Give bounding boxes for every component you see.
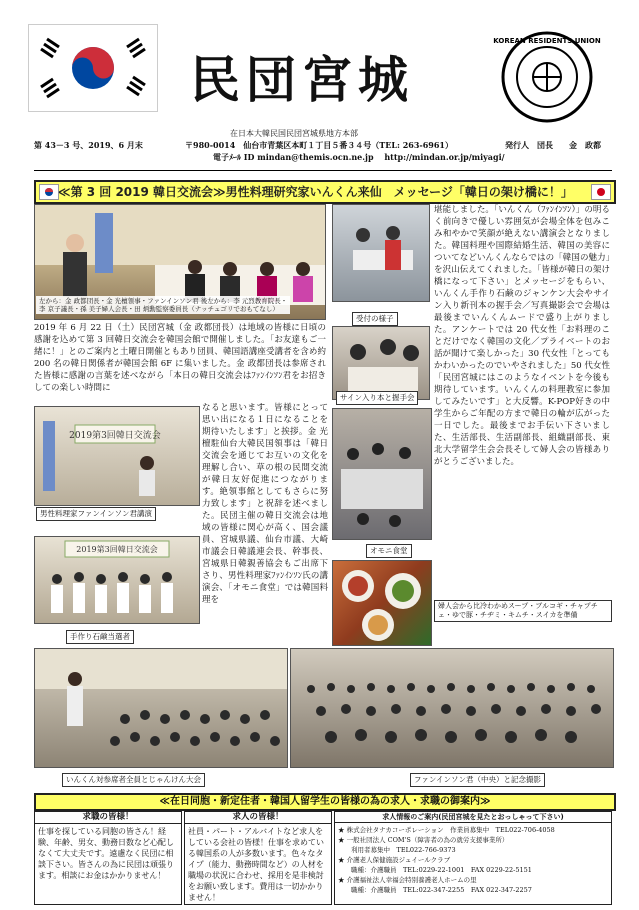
photo-caption-signing: サイン入り本と握手会 <box>336 391 418 405</box>
emblem-lettering: KOREAN RESIDENTS UNION <box>493 37 601 45</box>
photo-signing <box>332 326 430 400</box>
photo-janken <box>34 648 288 768</box>
korean-mini-flag-icon <box>39 184 59 200</box>
issuer: 発行人 団長 金 政都 <box>505 140 601 150</box>
jobs-banner: ≪在日同胞・新定住者・韓国人留学生の皆様の為の求人・求職の御案内≫ <box>34 793 616 811</box>
job-seekers-title: 求職の皆様！ <box>35 812 181 824</box>
mindan-emblem <box>493 30 601 124</box>
photo-caption-janken: いんくん対参席者全員とじゃんけん大会 <box>62 773 205 787</box>
headline-text: ≪第 3 回 2019 韓日交流会≫男性料理研究家いんくん来仙 メッセージ「韓日の架け橋に！」 <box>58 185 573 199</box>
publisher-line: 在日本大韓民国民団宮城県地方本部 <box>230 129 358 138</box>
photo-caption-guests: 左から：金 政都団長・金 光檀領事・ファンインソン君 後左から：李 元烈教育院長・ 李 京子議長・孫 美子婦人会長・田 炳勳監察委員長（ナッチュゴリでおもてなし） <box>36 296 290 314</box>
job-seekers-body: 仕事を探している同胞の皆さん！経験、年齢、男女、動務日数など心配しなくて大丈夫です。遠慮なく民団に相談下さい。皆さんの為に民団は頑張ります。相談にお金はかかりません！ <box>38 827 174 880</box>
masthead-divider <box>34 170 612 171</box>
article-paragraph-1: 2019 年 6 月 22 日（土）民団宮城（金 政都団長）は地域の皆様に日頃の感謝を込めて第 3 回韓日交流会を韓国会館で開催しました。「お友達もご一緒に！」とのご案内と土曜日開催ともあり団員、韓国語講座受講者を含め約 200 名の韓日関係者が韓国会館 6F に集いました。金 政都団長は参席された皆様に感謝の言葉を述べながら「本日の韓日交流会はﾌｧﾝｲﾝｿﾝ君をお招きしての楽しい時間に <box>34 323 326 393</box>
employers-box <box>184 811 332 905</box>
korean-flag <box>28 24 158 112</box>
photo-caption-omoni: オモニ食堂 <box>366 544 412 558</box>
contact-line: 電子ﾒｰﾙ ID mindan@themis.ocn.ne.jp http://mindan.or.jp/miyagi/ <box>213 152 505 162</box>
photo-caption-group: ファンインソン君（中央）と記念撮影 <box>410 773 545 787</box>
photo-group <box>290 648 614 768</box>
job-listings-title: 求人情報のご案内(民団宮城を見たとおっしゃって下さい) <box>335 812 611 823</box>
employers-title: 求人の皆様！ <box>185 812 331 824</box>
photo-lecture <box>34 406 200 506</box>
job-listing-line: 職種：介護職員 TEL:022-347-2255 FAX 022-347-2257 <box>338 886 532 894</box>
job-listing-line: 職種：介護職員 TEL:0229-22-1001 FAX 0229-22-5151 <box>338 866 532 874</box>
stage-sign-2: 2019第3回韓日交流会 <box>76 545 158 554</box>
employers-body: 社員・パート・アルバイトなど求人をしている会社の皆様！仕事を求めている韓国系の人が多数います。色々なタイプ（能力、動務時間など）の人材を職場の状況に合わせ、採用を是非検討をお願い致します。費用は一切かかりません！ <box>188 827 324 902</box>
photo-caption-lecture: 男性料理家ファンインソン君講演 <box>36 507 156 521</box>
photo-omoni-dining <box>332 408 432 540</box>
job-listing-line: ★ 株式会社タナカコーポレーション 作業員募集中 TEL022-706-4058 <box>338 826 555 834</box>
job-listings-box <box>334 811 612 905</box>
photo-caption-food: 婦人会から比冷わかめスープ・ブルコギ・チャプチェ・ゆで豚・チヂミ・キムチ・スイカを準備 <box>434 600 612 622</box>
job-listing-line: ★ 一般社団法人 COM'S（障害者の為の就労支援事業所） <box>338 836 509 844</box>
address: 〒980-0014 仙台市青葉区本町１丁目５番３４号（TEL: 263-6961） <box>185 140 453 150</box>
photo-caption-soap: 手作り石鹸当選者 <box>66 630 134 644</box>
photo-caption-reception: 受付の様子 <box>352 312 398 326</box>
newsletter-title: 民団宮城 <box>190 51 414 109</box>
headline-banner <box>34 180 616 204</box>
article-paragraph-2: なると思います。皆様にとって思い出になる１日になることを期待いたします」と挨拶。金 光檀駐仙台大韓民国領事は「韓日交流会を通じてお互いの文化を理解し合い、草の根の民間交流が韓日友好促進につながります。絶領事館としてもさらに努力致します」と祝辞を述べました。民団主催の韓日交流会は地域の皆様に関心が高く、国会議員、宮城県議、仙台市議、大崎市議会日韓議連会長、幹事長、宮城県日韓親善協会もご出席下さり、男性料理家ﾌｧﾝｲﾝｿﾝ氏の講演会、「オモニ食堂」では韓国料理を <box>202 403 328 605</box>
article-paragraph-3: 堪能しました。「いんくん（ﾌｧﾝｲﾝｿﾝ）」の明るく前向きで優しい雰囲気が会場全体を包みこみ和やかで笑顔が絶えない講演会となりました。韓国料理や国際結婚生活、韓国の美容についてなどいんくんならではの「韓国の魅力」を沢山伝えてくれました。「皆様が韓日の架け橋になって下さい」とメッセージをもらい、いんくん手作り石鹸のジャンケン大会やサイン入り新刊本の握手会／写真撮影会で会場は最後までいんくんムードで盛り上がりました。アンケートでは 20 代女性「お料理のことだけでなく韓国の文化／プライベートのお話が聞けて楽しかった」30 代女性「とってもかわいかったのでいやされました」50 代女性「民団宮城にはこのようなイベントを今後も期待しています。いんくんの料理教室に参加してみたいです」と大反響。K-POP好きの中学生からご年配の方まで韓日の輪が広がった一日でした。最後までお手伝い下さいました、生活部長、生活副部長、組織副部長、東北大学留学生会会長そして婦人会の皆様ありがとうございました。 <box>434 205 610 467</box>
job-seekers-box <box>34 811 182 905</box>
photo-food <box>332 560 432 646</box>
photo-reception <box>332 204 430 302</box>
job-listing-line: 利用者募集中 TEL022-766-9373 <box>338 846 456 854</box>
photo-soap-winners <box>34 536 200 624</box>
job-listing-line: ★ 介護老人保健施設ジュイールクラブ <box>338 856 451 864</box>
stage-sign-1: 2019第3回韓日交流会 <box>69 431 161 441</box>
japan-mini-flag-icon <box>591 184 611 200</box>
issue-number: 第 43－3 号、2019、6 月末 <box>34 140 143 150</box>
job-listing-line: ★ 介護福祉法人幸福会特別養護老人ホームの里 <box>338 876 477 884</box>
